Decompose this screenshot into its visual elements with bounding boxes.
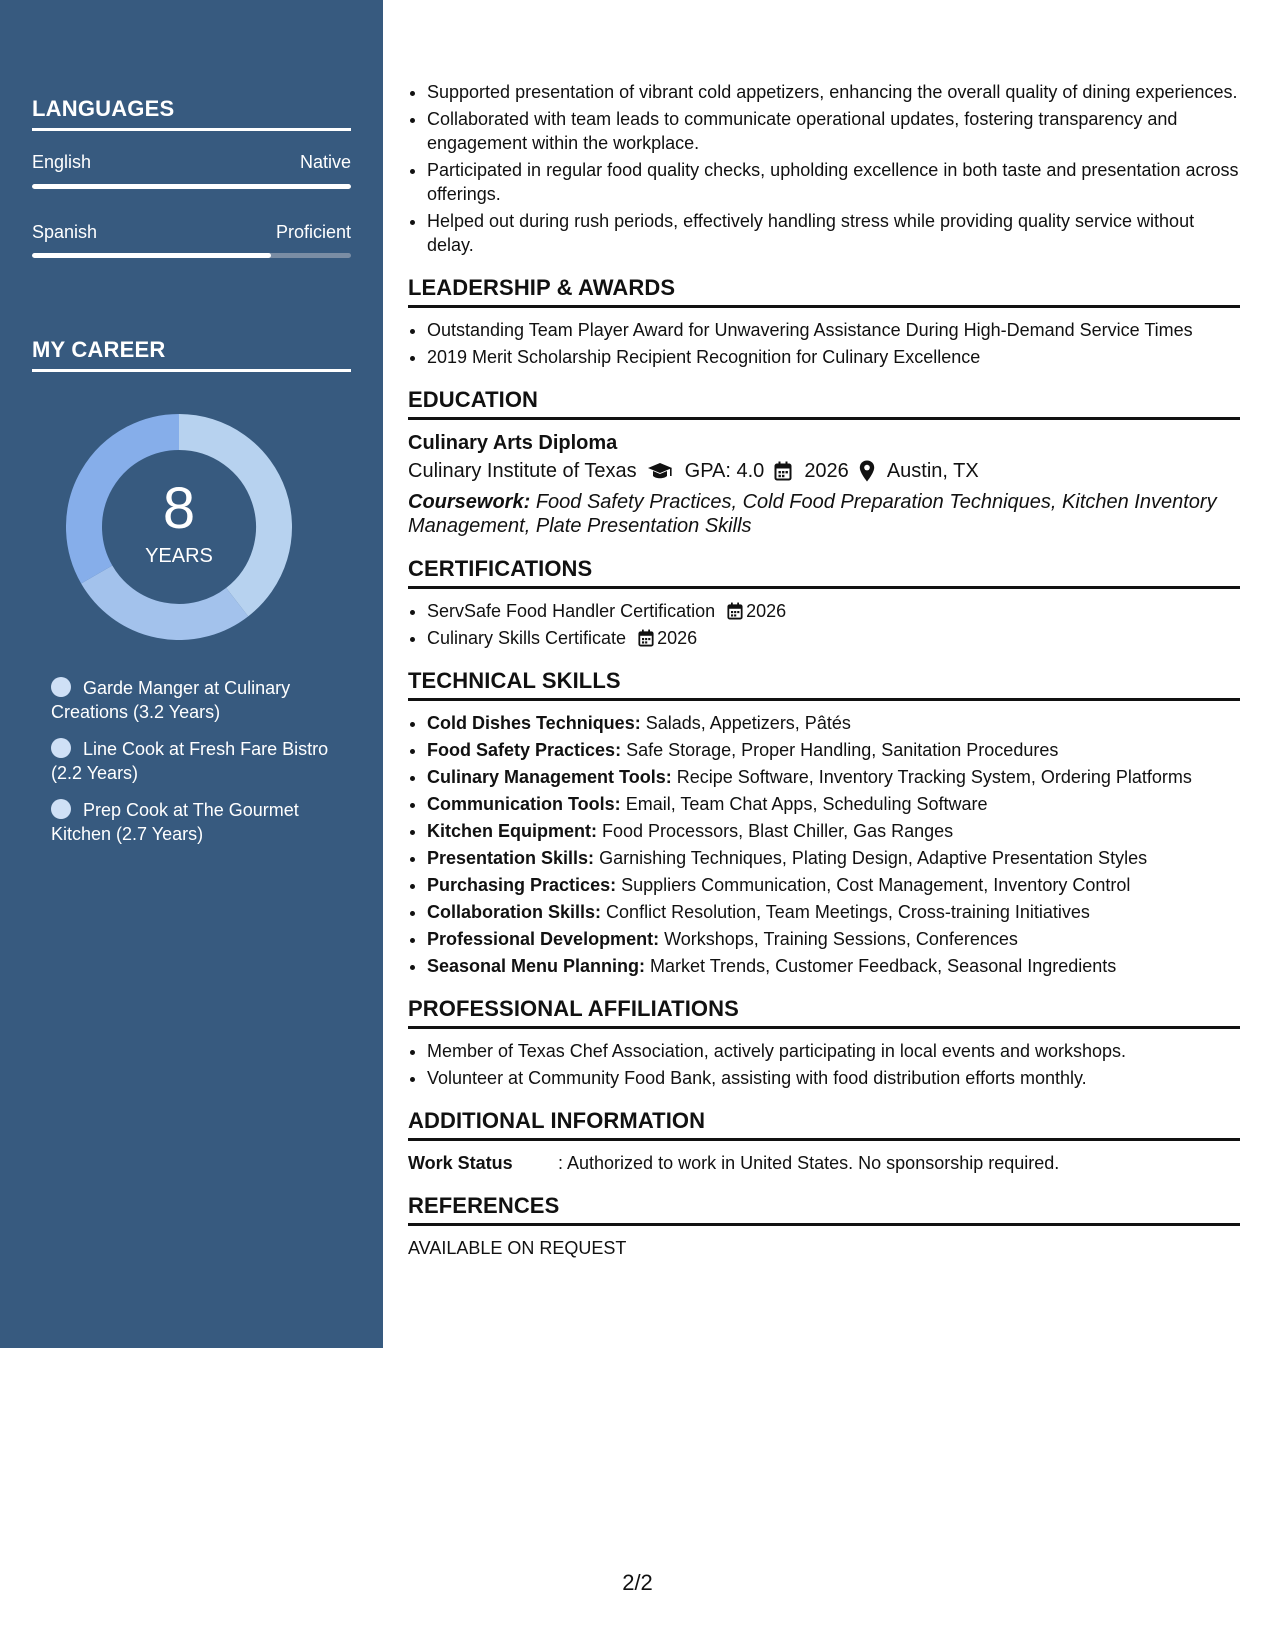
leadership-section — [408, 275, 1240, 369]
skills-section — [408, 668, 1240, 978]
language-row-english — [32, 152, 351, 173]
skill-label: Culinary Management Tools: — [427, 767, 672, 787]
legend-dot — [51, 677, 71, 697]
education-coursework — [408, 490, 1240, 538]
legend-dot — [51, 738, 71, 758]
education-section — [408, 387, 1240, 538]
skill-item — [427, 927, 1240, 951]
skill-label: Seasonal Menu Planning: — [427, 956, 646, 976]
certification-year: 2026 — [746, 601, 787, 621]
section-title: PROFESSIONAL AFFILIATIONS — [408, 996, 1240, 1029]
section-title: TECHNICAL SKILLS — [408, 668, 1240, 701]
career-item — [51, 676, 351, 724]
experience-bullet: • Supported presentation of vibrant cold appetizers, enhancing the overall quality of dining experiences. — [427, 80, 1240, 104]
award-item: • 2019 Merit Scholarship Recipient Recognition for Culinary Excellence — [427, 345, 1240, 369]
skill-value: Safe Storage, Proper Handling, Sanitation Procedures — [626, 740, 1059, 760]
skill-item — [427, 765, 1240, 789]
language-level: Native — [299, 152, 351, 172]
legend-dot — [51, 799, 71, 819]
experience-bullet: • Helped out during rush periods, effectively handling stress while providing quality service without delay. — [427, 209, 1240, 257]
certifications-section — [408, 556, 1240, 650]
experience-bullets — [408, 80, 1240, 257]
affiliation-item: • Member of Texas Chef Association, actively participating in local events and workshops. — [427, 1039, 1240, 1063]
certification-name: ServSafe Food Handler Certification — [427, 601, 716, 621]
skill-item — [427, 738, 1240, 762]
skill-label: Kitchen Equipment: — [427, 821, 597, 841]
skill-item — [427, 954, 1240, 978]
affiliations-section — [408, 996, 1240, 1090]
skill-item — [427, 819, 1240, 843]
skill-value: Food Processors, Blast Chiller, Gas Ranges — [602, 821, 954, 841]
language-row-spanish — [32, 222, 351, 243]
education-school: Culinary Institute of Texas — [408, 460, 637, 482]
page-number: 2/2 — [622, 1570, 653, 1595]
skill-label: Communication Tools: — [427, 794, 621, 814]
skill-label: Food Safety Practices: — [427, 740, 622, 760]
certification-name: Culinary Skills Certificate — [427, 628, 627, 648]
skill-value: Market Trends, Customer Feedback, Seasonal Ingredients — [650, 956, 1117, 976]
section-title: CERTIFICATIONS — [408, 556, 1240, 589]
certification-item — [427, 626, 1240, 650]
coursework-text: Food Safety Practices, Cold Food Preparation Techniques, Kitchen Inventory Management, Plate Presentation Skills — [408, 491, 1217, 537]
career-item — [51, 737, 351, 785]
calendar-icon — [774, 461, 792, 481]
skill-label: Cold Dishes Techniques: — [427, 713, 641, 733]
skill-label: Professional Development: — [427, 929, 660, 949]
map-pin-icon — [859, 460, 875, 482]
skill-value: Recipe Software, Inventory Tracking System, Ordering Platforms — [676, 767, 1192, 787]
skill-label: Purchasing Practices: — [427, 875, 617, 895]
skill-item — [427, 846, 1240, 870]
affiliation-item: • Volunteer at Community Food Bank, assisting with food distribution efforts monthly. — [427, 1066, 1240, 1090]
career-item-label: Garde Manger at Culinary Creations (3.2 Years) — [51, 678, 291, 722]
skill-item — [427, 711, 1240, 735]
education-year: 2026 — [804, 460, 849, 482]
career-item-label: Prep Cook at The Gourmet Kitchen (2.7 Years) — [51, 800, 299, 844]
language-name: English — [32, 152, 92, 172]
career-item-label: Line Cook at Fresh Fare Bistro (2.2 Years) — [51, 739, 329, 783]
skill-value: Email, Team Chat Apps, Scheduling Software — [625, 794, 988, 814]
career-list — [51, 676, 351, 859]
skill-label: Collaboration Skills: — [427, 902, 602, 922]
skill-item — [427, 873, 1240, 897]
languages-heading: LANGUAGES — [32, 96, 351, 131]
work-status-value: : Authorized to work in United States. No sponsorship required. — [558, 1153, 1060, 1173]
career-total-unit: YEARS — [145, 544, 213, 567]
work-status-row — [408, 1151, 1240, 1175]
career-heading: MY CAREER — [32, 337, 351, 372]
section-title: REFERENCES — [408, 1193, 1240, 1226]
skill-value: Workshops, Training Sessions, Conferences — [664, 929, 1018, 949]
career-total-number: 8 — [162, 475, 196, 541]
career-item — [51, 798, 351, 846]
career-total — [66, 414, 292, 640]
career-donut-chart — [66, 414, 292, 640]
language-bar-fill — [32, 253, 271, 258]
section-title: EDUCATION — [408, 387, 1240, 420]
skill-value: Conflict Resolution, Team Meetings, Cross-training Initiatives — [606, 902, 1090, 922]
education-gpa: GPA: 4.0 — [684, 460, 765, 482]
graduation-cap-icon — [647, 461, 673, 481]
language-bar-fill — [32, 184, 351, 189]
certification-year: 2026 — [657, 628, 698, 648]
experience-bullet: • Collaborated with team leads to communicate operational updates, fostering transparency and engagement within the workplace. — [427, 107, 1240, 155]
skill-item — [427, 900, 1240, 924]
award-item: • Outstanding Team Player Award for Unwavering Assistance During High-Demand Service Times — [427, 318, 1240, 342]
language-bar-spanish — [32, 253, 351, 258]
skill-value: Suppliers Communication, Cost Management, Inventory Control — [621, 875, 1131, 895]
skill-value: Salads, Appetizers, Pâtés — [645, 713, 851, 733]
section-title: ADDITIONAL INFORMATION — [408, 1108, 1240, 1141]
education-details — [408, 456, 1240, 486]
work-status-label: Work Status — [408, 1153, 513, 1173]
skill-item — [427, 792, 1240, 816]
certification-item — [427, 599, 1240, 623]
skill-value: Garnishing Techniques, Plating Design, Adaptive Presentation Styles — [599, 848, 1148, 868]
experience-bullet: • Participated in regular food quality checks, upholding excellence in both taste and presentation across offerings. — [427, 158, 1240, 206]
education-location: Austin, TX — [886, 460, 979, 482]
education-degree: Culinary Arts Diploma — [408, 432, 618, 454]
language-bar-english — [32, 184, 351, 189]
references-section — [408, 1193, 1240, 1260]
calendar-icon — [727, 602, 743, 620]
language-name: Spanish — [32, 222, 98, 242]
section-title: LEADERSHIP & AWARDS — [408, 275, 1240, 308]
main-content — [408, 80, 1240, 1260]
references-text: AVAILABLE ON REQUEST — [408, 1238, 627, 1258]
language-level: Proficient — [275, 222, 351, 242]
sidebar — [0, 0, 383, 1348]
coursework-label: Coursework: — [408, 491, 531, 513]
skill-label: Presentation Skills: — [427, 848, 595, 868]
additional-info-section — [408, 1108, 1240, 1175]
calendar-icon — [638, 629, 654, 647]
